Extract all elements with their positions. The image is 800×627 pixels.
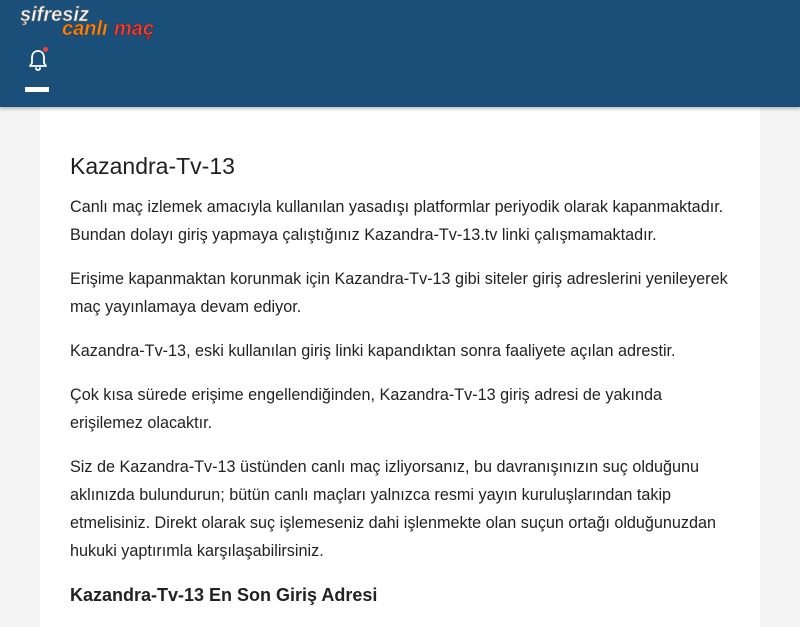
logo-graphic: [20, 2, 166, 40]
logo-word-3: maç: [114, 18, 155, 40]
article-paragraph: Siz de Kazandra-Tv-13 üstünden canlı maç izliyorsanız, bu davranışınızın suç olduğunu aklınızda bulundurun; bütün canlı maçları yalnızca resmi yayın kuruluşlarından takip etmelisiniz. Direkt olarak suç işlemeseniz dahi işlenmekte olan suçun ortağı olduğunuzdan hukuki yaptırımla karşılaşabilirsiniz.: [70, 458, 717, 560]
article-card: [40, 107, 760, 627]
bell-icon: [28, 49, 48, 71]
logo-word-1: şifresiz: [20, 4, 89, 26]
site-logo[interactable]: [20, 2, 166, 40]
article-paragraph: Canlı maç izlemek amacıyla kullanılan yasadışı platformlar periyodik olarak kapanmaktadır. Bundan dolayı giriş yapmaya çalıştığınız Kazandra-Tv-13.tv linki çalışmamaktadır.: [70, 198, 724, 244]
page-title: Kazandra-Tv-13: [70, 153, 235, 179]
notification-badge: [43, 47, 48, 52]
article-paragraph: Çok kısa sürede erişime engellendiğinden, Kazandra-Tv-13 giriş adresi de yakında erişilemez olacaktır.: [70, 386, 663, 432]
article-paragraph: Erişime kapanmaktan korunmak için Kazandra-Tv-13 gibi siteler giriş adreslerini yenileyerek maç yayınlamaya devam ediyor.: [70, 270, 728, 316]
notifications-button[interactable]: [28, 49, 50, 71]
hamburger-menu-icon[interactable]: [25, 87, 49, 92]
article-paragraph: Kazandra-Tv-13, eski kullanılan giriş linki kapandıktan sonra faaliyete açılan adrestir.: [70, 342, 676, 360]
site-header: [0, 0, 800, 107]
logo-word-2: canlı: [62, 18, 108, 40]
article-content: [70, 151, 735, 609]
section-heading: Kazandra-Tv-13 En Son Giriş Adresi: [70, 585, 378, 605]
